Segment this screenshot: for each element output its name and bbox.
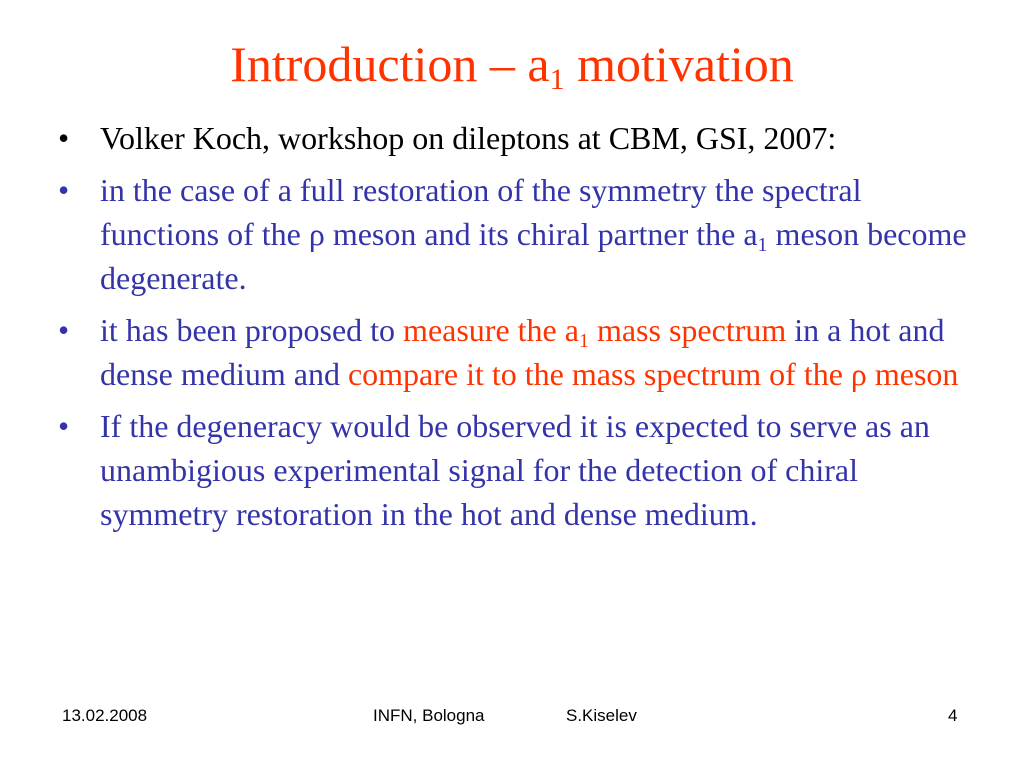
bullet-text-post: meson become degenerate. <box>100 216 967 296</box>
bullet-marker: • <box>58 408 70 444</box>
highlight-measure-post: mass spectrum <box>588 312 787 348</box>
highlight-compare: compare it to the mass spectrum of the ρ meson <box>347 356 959 392</box>
bullet-item-source <box>58 116 978 160</box>
bullet-marker: • <box>58 120 70 156</box>
footer-date: 13.02.2008 <box>62 706 148 725</box>
bullet-text: If the degeneracy would be observed it is expected to serve as an unambigious experimental signal for the detection of chiral symmetry restoration in the hot and dense medium. <box>100 408 930 532</box>
bullet-item-symmetry <box>58 168 978 300</box>
highlight-measure-pre: measure the a <box>403 312 579 348</box>
bullet-item-proposal <box>58 308 978 396</box>
bullet-text-pre: it has been proposed to <box>100 312 404 348</box>
bullet-item-degeneracy <box>58 404 978 536</box>
bullet-marker: • <box>58 312 70 348</box>
bullet-marker: • <box>58 172 70 208</box>
bullet-text: Volker Koch, workshop on dileptons at CBM, GSI, 2007: <box>100 120 837 156</box>
title-subscript: 1 <box>549 63 565 96</box>
title-text-pre: Introduction – a <box>230 36 550 92</box>
slide-title <box>0 34 1024 94</box>
bullet-text-pre: in the case of a full restoration of the symmetry the spectral functions of the ρ meson and its chiral partner the a <box>100 172 862 252</box>
bullet-text-mid: in a hot and dense medium and <box>100 312 945 392</box>
bullet-subscript: 1 <box>757 234 768 256</box>
footer-venue: INFN, Bologna <box>373 706 485 725</box>
footer-author: S.Kiselev <box>566 706 637 725</box>
title-text-post: motivation <box>564 36 794 92</box>
footer-page-number: 4 <box>948 706 958 725</box>
bullet-list <box>58 116 978 544</box>
highlight-subscript: 1 <box>578 330 589 352</box>
